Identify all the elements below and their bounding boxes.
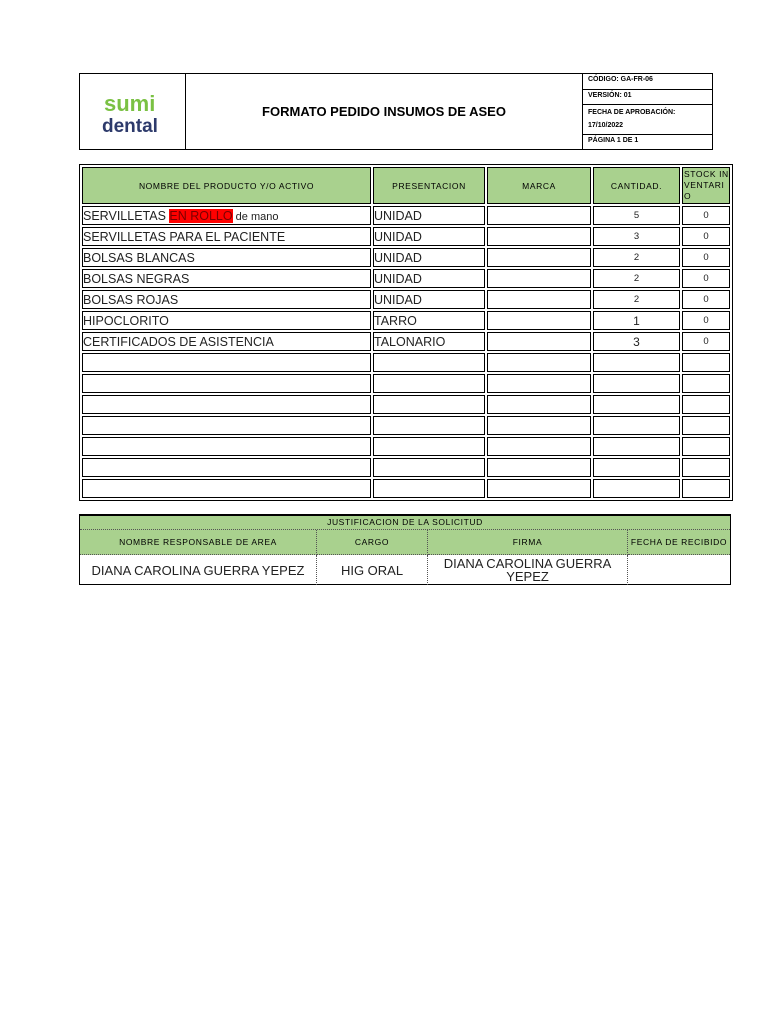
stock-cell: 0 (682, 332, 730, 351)
table-row (82, 437, 730, 456)
product-name-cell (82, 479, 371, 498)
cantidad-cell (593, 416, 680, 435)
presentacion-cell: UNIDAD (373, 227, 485, 246)
responsable-value: DIANA CAROLINA GUERRA YEPEZ (80, 555, 317, 585)
col-header-stock: STOCK INVENTARIO (682, 167, 730, 204)
presentacion-cell (373, 479, 485, 498)
col-header-marca: MARCA (487, 167, 591, 204)
table-row (82, 227, 730, 246)
product-name: SERVILLETAS PARA EL PACIENTE (83, 229, 286, 244)
marca-cell (487, 269, 591, 288)
signature-header-row (80, 530, 730, 555)
product-name-cell (82, 311, 371, 330)
stock-cell: 0 (682, 269, 730, 288)
signature-block (79, 514, 731, 585)
presentacion-cell (373, 416, 485, 435)
codigo: CÓDIGO: GA-FR-06 (583, 74, 712, 90)
marca-cell (487, 437, 591, 456)
firma-value: DIANA CAROLINA GUERRA YEPEZ (428, 555, 628, 585)
cantidad-cell (593, 437, 680, 456)
product-name: BOLSAS BLANCAS (83, 250, 195, 265)
marca-cell (487, 206, 591, 225)
presentacion-cell: TARRO (373, 311, 485, 330)
stock-cell: 0 (682, 206, 730, 225)
product-name: HIPOCLORITO (83, 313, 169, 328)
marca-cell (487, 332, 591, 351)
col-header-presentacion: PRESENTACION (373, 167, 485, 204)
cantidad-cell (593, 479, 680, 498)
marca-cell (487, 374, 591, 393)
product-name-cell (82, 416, 371, 435)
stock-cell: 0 (682, 311, 730, 330)
marca-cell (487, 395, 591, 414)
cargo-header: CARGO (317, 530, 428, 555)
product-name: BOLSAS NEGRAS (83, 271, 190, 286)
presentacion-cell (373, 353, 485, 372)
sumi-dental-logo (98, 86, 168, 138)
col-header-nombre: NOMBRE DEL PRODUCTO Y/O ACTIVO (82, 167, 371, 204)
fecha-aprobacion (583, 105, 712, 135)
stock-cell (682, 374, 730, 393)
table-header-row (82, 167, 730, 204)
pagina: PÁGINA 1 DE 1 (588, 137, 639, 144)
cargo-value: HIG ORAL (317, 555, 428, 585)
cantidad-cell: 2 (593, 269, 680, 288)
table-row (82, 248, 730, 267)
cantidad-cell: 5 (593, 206, 680, 225)
fecha-aprobacion-value: 17/10/2022 (588, 122, 624, 129)
table-row (82, 311, 730, 330)
stock-cell (682, 353, 730, 372)
cantidad-cell (593, 395, 680, 414)
presentacion-cell: TALONARIO (373, 332, 485, 351)
table-row (82, 269, 730, 288)
logo-text-sumi: sumi (103, 90, 155, 116)
marca-cell (487, 248, 591, 267)
table-row (82, 458, 730, 477)
table-row (82, 416, 730, 435)
presentacion-cell (373, 374, 485, 393)
product-name-cell (82, 374, 371, 393)
product-name-cell (82, 227, 371, 246)
product-name-cell (82, 290, 371, 309)
cantidad-cell: 2 (593, 290, 680, 309)
cantidad-cell: 3 (593, 227, 680, 246)
marca-cell (487, 227, 591, 246)
table-row (82, 374, 730, 393)
fecha-recibido-value (628, 555, 730, 585)
product-name-cell (82, 458, 371, 477)
version: VERSIÓN: 01 (583, 90, 712, 105)
product-name-cell (82, 332, 371, 351)
product-name: SERVILLETAS (83, 208, 170, 223)
presentacion-cell: UNIDAD (373, 269, 485, 288)
product-name-cell (82, 395, 371, 414)
document-header (79, 73, 713, 150)
product-name: BOLSAS ROJAS (83, 292, 179, 307)
product-name: CERTIFICADOS DE ASISTENCIA (83, 334, 274, 349)
table-row (82, 353, 730, 372)
cantidad-cell: 3 (593, 332, 680, 351)
cantidad-cell (593, 353, 680, 372)
presentacion-cell (373, 395, 485, 414)
stock-cell (682, 416, 730, 435)
col-header-cantidad: CANTIDAD. (593, 167, 680, 204)
marca-cell (487, 290, 591, 309)
justificacion-label: JUSTIFICACION DE LA SOLICITUD (80, 516, 730, 530)
product-name-cell (82, 206, 371, 225)
firma-header: FIRMA (428, 530, 628, 555)
stock-cell: 0 (682, 290, 730, 309)
product-name-cell (82, 437, 371, 456)
cantidad-cell (593, 374, 680, 393)
signature-value-row (80, 555, 730, 585)
responsable-header: NOMBRE RESPONSABLE DE AREA (80, 530, 317, 555)
marca-cell (487, 479, 591, 498)
product-name-suffix: de mano (232, 210, 279, 223)
table-row (82, 479, 730, 498)
presentacion-cell: UNIDAD (373, 290, 485, 309)
table-row (82, 206, 730, 225)
stock-cell (682, 479, 730, 498)
document-title: FORMATO PEDIDO INSUMOS DE ASEO (262, 104, 506, 119)
product-name-highlight: EN ROLLO (169, 208, 233, 223)
presentacion-cell (373, 458, 485, 477)
product-name-cell (82, 353, 371, 372)
presentacion-cell: UNIDAD (373, 206, 485, 225)
marca-cell (487, 458, 591, 477)
stock-cell (682, 458, 730, 477)
cantidad-cell (593, 458, 680, 477)
product-name-cell (82, 269, 371, 288)
stock-cell: 0 (682, 227, 730, 246)
marca-cell (487, 311, 591, 330)
marca-cell (487, 416, 591, 435)
stock-cell: 0 (682, 248, 730, 267)
stock-cell (682, 395, 730, 414)
presentacion-cell (373, 437, 485, 456)
presentacion-cell: UNIDAD (373, 248, 485, 267)
cantidad-cell: 1 (593, 311, 680, 330)
table-row (82, 332, 730, 351)
logo-text-dental: dental (101, 115, 158, 137)
company-logo (80, 74, 186, 149)
product-name-cell (82, 248, 371, 267)
fecha-recibido-header: FECHA DE RECIBIDO (628, 530, 730, 555)
marca-cell (487, 353, 591, 372)
cantidad-cell: 2 (593, 248, 680, 267)
table-row (82, 395, 730, 414)
stock-cell (682, 437, 730, 456)
items-table (79, 164, 733, 501)
fecha-aprobacion-label: FECHA DE APROBACIÓN: (588, 109, 676, 116)
document-meta (582, 74, 712, 149)
table-row (82, 290, 730, 309)
